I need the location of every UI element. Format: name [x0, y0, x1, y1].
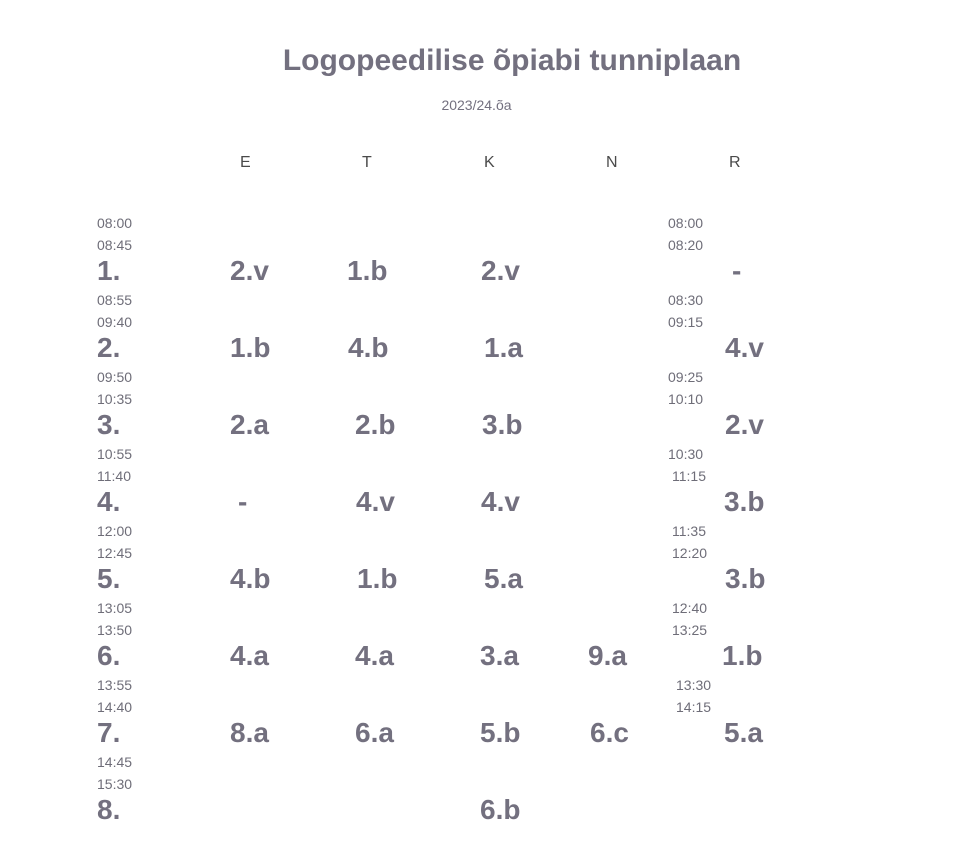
lesson-cell-t: 2.b — [355, 409, 396, 440]
lesson-cell-k: 3.a — [480, 640, 519, 671]
time-left: 09:50 — [97, 369, 133, 385]
lesson-cell-e: 2.a — [230, 409, 269, 440]
lesson-number: 8. — [97, 794, 121, 825]
lesson-cell-r: 4.v — [725, 332, 764, 363]
lesson-cell-r: 2.v — [725, 409, 764, 440]
time-left: 14:45 — [97, 754, 133, 770]
lesson-cell-k: 4.v — [481, 486, 520, 517]
lesson-cell-t: 4.b — [348, 332, 389, 363]
lesson-cell-k: 5.a — [484, 563, 523, 594]
time-right: 08:00 — [668, 215, 704, 231]
time-left: 12:45 — [97, 545, 133, 561]
time-left: 10:55 — [97, 446, 133, 462]
lesson-cell-k: 3.b — [482, 409, 523, 440]
day-header-r: R — [729, 154, 741, 171]
lesson-cell-e: 2.v — [230, 255, 269, 286]
time-left: 13:05 — [97, 600, 133, 616]
lesson-cell-e: 1.b — [230, 332, 271, 363]
time-left: 09:40 — [97, 314, 133, 330]
time-right: 13:30 — [676, 677, 712, 693]
lesson-cell-t: 4.a — [355, 640, 394, 671]
time-right: 08:20 — [668, 237, 704, 253]
time-left: 10:35 — [97, 391, 133, 407]
day-header-e: E — [240, 154, 251, 171]
time-right: 09:15 — [668, 314, 704, 330]
time-right: 12:40 — [672, 600, 708, 616]
lesson-cell-r: 3.b — [725, 563, 766, 594]
lesson-number: 4. — [97, 486, 121, 517]
lesson-cell-e: 4.a — [230, 640, 269, 671]
time-right: 14:15 — [676, 699, 712, 715]
time-right: 11:35 — [672, 523, 706, 539]
lesson-cell-r: 3.b — [724, 486, 765, 517]
lesson-number: 2. — [97, 332, 121, 363]
time-right: 10:30 — [668, 446, 704, 462]
lesson-cell-e: 8.a — [230, 717, 269, 748]
time-left: 15:30 — [97, 776, 133, 792]
lesson-cell-t: 1.b — [347, 255, 388, 286]
lesson-number: 7. — [97, 717, 121, 748]
lesson-cell-e: 4.b — [230, 563, 271, 594]
time-right: 11:15 — [672, 468, 706, 484]
lesson-cell-k: 2.v — [481, 255, 520, 286]
time-right: 09:25 — [668, 369, 704, 385]
lesson-cell-n: 6.c — [590, 717, 629, 748]
time-right: 13:25 — [672, 622, 708, 638]
time-right: 08:30 — [668, 292, 704, 308]
lesson-number: 6. — [97, 640, 121, 671]
lesson-cell-r: - — [732, 255, 742, 286]
day-header-t: T — [362, 154, 372, 171]
time-left: 13:50 — [97, 622, 133, 638]
lesson-cell-k: 6.b — [480, 794, 521, 825]
lesson-cell-r: 5.a — [724, 717, 763, 748]
lesson-cell-t: 6.a — [355, 717, 394, 748]
lesson-cell-t: 1.b — [357, 563, 398, 594]
lesson-number: 5. — [97, 563, 121, 594]
time-left: 08:45 — [97, 237, 133, 253]
time-right: 12:20 — [672, 545, 708, 561]
lesson-cell-k: 5.b — [480, 717, 521, 748]
day-header-n: N — [606, 154, 618, 171]
time-left: 13:55 — [97, 677, 133, 693]
time-left: 11:40 — [97, 468, 131, 484]
lesson-cell-n: 9.a — [588, 640, 627, 671]
lesson-cell-t: 4.v — [356, 486, 395, 517]
time-left: 08:55 — [97, 292, 133, 308]
day-header-k: K — [484, 154, 495, 171]
time-left: 14:40 — [97, 699, 133, 715]
time-right: 10:10 — [668, 391, 704, 407]
time-left: 08:00 — [97, 215, 133, 231]
school-year: 2023/24.õa — [441, 97, 512, 113]
page-title: Logopeedilise õpiabi tunniplaan — [282, 44, 742, 77]
lesson-cell-k: 1.a — [484, 332, 523, 363]
lesson-cell-r: 1.b — [722, 640, 763, 671]
lesson-number: 1. — [97, 255, 121, 286]
lesson-cell-e: - — [238, 486, 248, 517]
time-left: 12:00 — [97, 523, 133, 539]
lesson-number: 3. — [97, 409, 121, 440]
